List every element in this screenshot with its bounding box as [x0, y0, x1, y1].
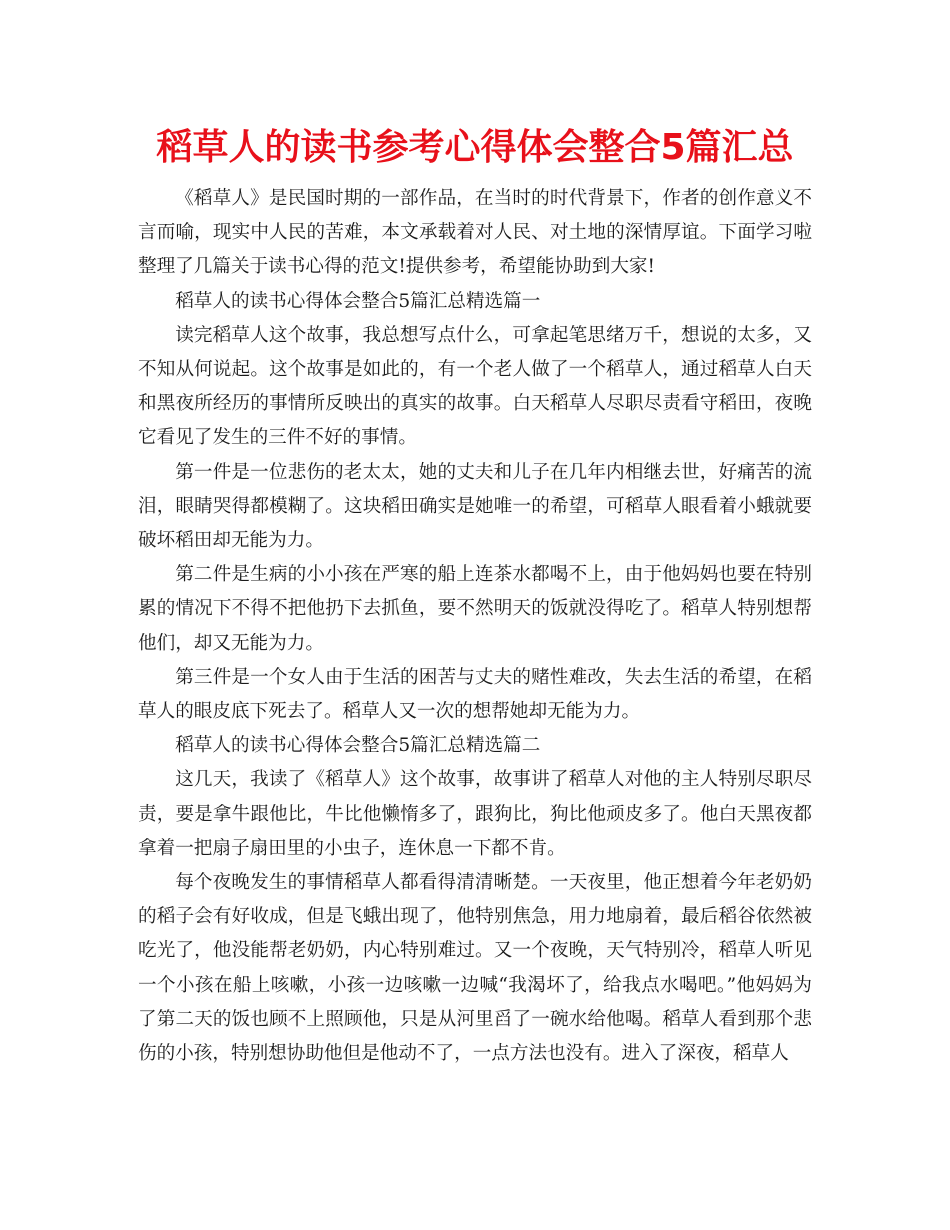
body-paragraph: 第三件是一个女人由于生活的困苦与丈夫的赌性难改，失去生活的希望，在稻草人的眼皮底下死去了。稻草人又一次的想帮她却无能为力。	[138, 666, 812, 723]
body-paragraph: 每个夜晚发生的事情稻草人都看得清清晰楚。一天夜里，他正想着今年老奶奶的稻子会有好收成，但是飞蛾出现了，他特别焦急，用力地扇着，最后稻谷依然被吃光了，他没能帮老奶奶，内心特别难过。又一个夜晚，天气特别冷，稻草人听见一个小孩在船上咳嗽，小孩一边咳嗽一边喊“我渴坏了，给我点水喝吧。”他妈妈为了第二天的饭也顾不上照顾他，只是从河里舀了一碗水给他喝。稻草人看到那个悲伤的小孩，特别想协助他但是他动不了，一点方法也没有。进入了深夜，稻草人	[138, 872, 812, 1065]
section-heading-one: 稻草人的读书心得体会整合5篇汇总精选篇一	[175, 290, 541, 312]
intro-paragraph: 《稻草人》是民国时期的一部作品，在当时的时代背景下，作者的创作意义不言而喻，现实中人民的苦难，本文承载着对人民、对土地的深情厚谊。下面学习啦整理了几篇关于读书心得的范文!提供参考，希望能协助到大家!	[138, 188, 812, 278]
body-paragraph: 第二件是生病的小小孩在严寒的船上连茶水都喝不上，由于他妈妈也要在特别累的情况下不得不把他扔下去抓鱼，要不然明天的饭就没得吃了。稻草人特别想帮他们，却又无能为力。	[138, 564, 812, 654]
body-paragraph: 读完稻草人这个故事，我总想写点什么，可拿起笔思绪万千，想说的太多，又不知从何说起。这个故事是如此的，有一个老人做了一个稻草人，通过稻草人白天和黑夜所经历的事情所反映出的真实的故事。白天稻草人尽职尽责看守稻田，夜晚它看见了发生的三件不好的事情。	[138, 324, 812, 449]
body-paragraph: 第一件是一位悲伤的老太太，她的丈夫和儿子在几年内相继去世，好痛苦的流泪，眼睛哭得都模糊了。这块稻田确实是她唯一的希望，可稻草人眼看着小蛾就要破坏稻田却无能为力。	[138, 461, 812, 552]
document-title: 稻草人的读书参考心得体会整合5篇汇总	[156, 127, 794, 168]
section-heading-two: 稻草人的读书心得体会整合5篇汇总精选篇二	[175, 735, 541, 757]
document-page	[138, 122, 812, 1071]
body-paragraph: 这几天，我读了《稻草人》这个故事，故事讲了稻草人对他的主人特别尽职尽责，要是拿牛跟他比，牛比他懒惰多了，跟狗比，狗比他顽皮多了。他白天黑夜都拿着一把扇子扇田里的小虫子，连休息一下都不肯。	[138, 769, 812, 859]
